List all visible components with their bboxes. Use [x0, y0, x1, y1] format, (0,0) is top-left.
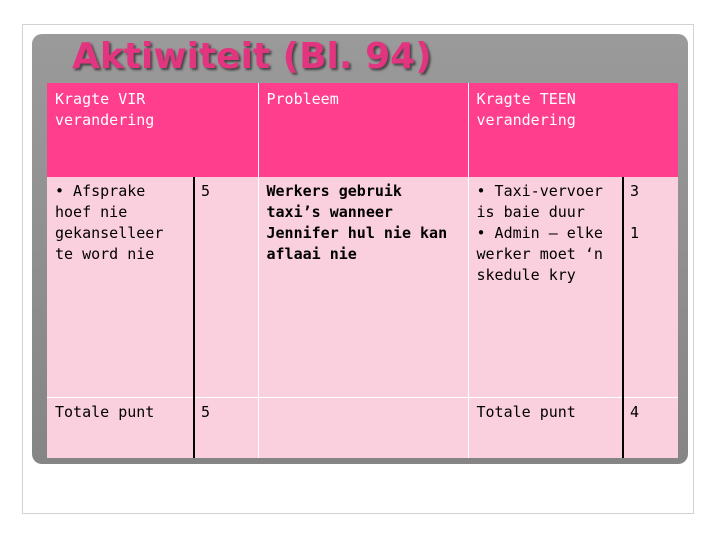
against-force-scores	[623, 177, 678, 398]
totals-row	[47, 398, 678, 459]
against-force-item: • Admin – elke werker moet ‘n skedule kry	[476, 224, 603, 284]
header-for-change: Kragte VIR verandering	[47, 83, 258, 177]
against-force-items	[468, 177, 623, 398]
header-row	[47, 83, 678, 177]
against-force-item: • Taxi-vervoer is baie duur	[476, 182, 603, 221]
problem-total-empty	[258, 398, 468, 459]
force-field-table	[47, 83, 678, 458]
problem-text: Werkers gebruik taxi’s wanneer Jennifer hul nie kan aflaai nie	[258, 177, 468, 398]
for-total-score: 5	[194, 398, 258, 459]
against-total-label: Totale punt	[468, 398, 623, 459]
against-total-score: 4	[623, 398, 678, 459]
slide-title: Aktiwiteit (Bl. 94)	[72, 36, 432, 77]
against-force-score: 1	[630, 224, 640, 242]
header-against-change: Kragte TEEN verandering	[468, 83, 678, 177]
against-force-score: 3	[630, 182, 640, 200]
forces-row	[47, 177, 678, 398]
header-problem: Probleem	[258, 83, 468, 177]
for-force-item: • Afsprake hoef nie gekanselleer te word nie	[47, 177, 194, 398]
for-force-score: 5	[194, 177, 258, 398]
for-total-label: Totale punt	[47, 398, 194, 459]
